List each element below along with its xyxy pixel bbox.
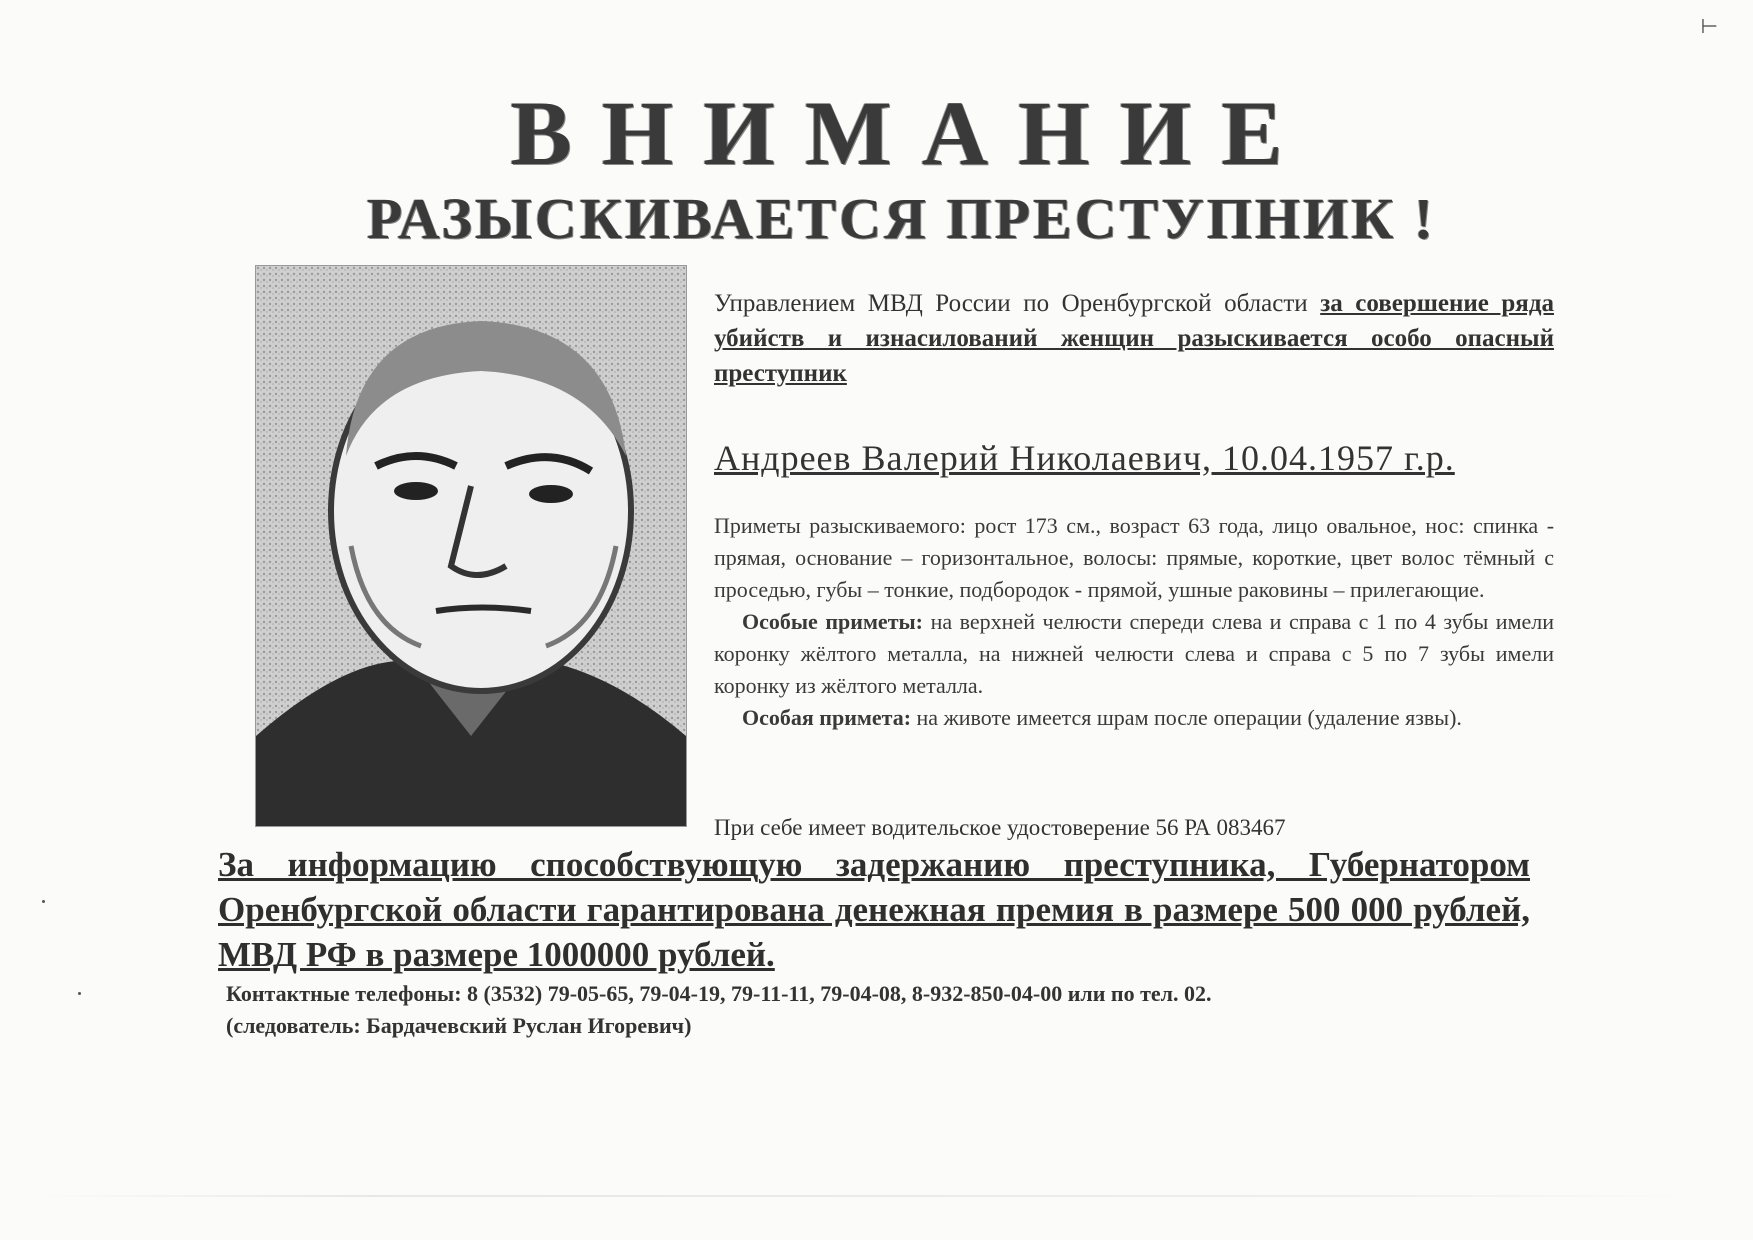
scan-edge-line bbox=[40, 1195, 1690, 1197]
contact-phones: Контактные телефоны: 8 (3532) 79-05-65, 79-04-19, 79-11-11, 79-04-08, 8-932-850-04-00 или по тел. 02. bbox=[226, 981, 1212, 1006]
investigator-line: (следователь: Бардачевский Руслан Игоревич) bbox=[226, 1013, 692, 1038]
contacts-block bbox=[226, 978, 1566, 1042]
signs-label: Приметы разыскиваемого: bbox=[714, 513, 966, 538]
special-sign-text: на животе имеется шрам после операции (удаление язвы). bbox=[916, 705, 1462, 730]
suspect-portrait-icon bbox=[256, 266, 686, 826]
drivers-license-line: При себе имеет водительское удостоверение 56 РА 083467 bbox=[714, 815, 1286, 840]
reward-paragraph: За информацию способствующую задержанию преступника, Губернатором Оренбургской области гарантирована денежная премия в размере 500 000 рублей, МВД РФ в размере 1000000 рублей. bbox=[218, 845, 1530, 974]
special-signs-label: Особые приметы: bbox=[742, 609, 924, 634]
intro-paragraph bbox=[714, 286, 1554, 391]
intro-prefix: Управлением МВД России по Оренбургской области bbox=[714, 290, 1308, 317]
signs-text: рост 173 см., возраст 63 года, лицо овальное, нос: спинка - прямая, основание – горизонтальное, волосы: прямые, короткие, цвет волос тёмный с проседью, губы – тонкие, подбородок - прямой, ушные раковины – прилегающие. bbox=[714, 513, 1555, 602]
special-signs-paragraph bbox=[714, 606, 1554, 702]
suspect-photo bbox=[255, 265, 687, 827]
poster-title: ВНИМАНИЕ bbox=[510, 82, 1313, 184]
special-sign-paragraph bbox=[714, 702, 1554, 734]
scan-corner-mark: ⊢ bbox=[1700, 14, 1718, 38]
speck bbox=[42, 900, 45, 903]
intro-emphasis: за совершение ряда убийств и изнасилований женщин разыскивается особо опасный преступник bbox=[714, 290, 1554, 387]
suspect-name: Андреев Валерий Николаевич, 10.04.1957 г.р. bbox=[714, 438, 1455, 478]
special-sign-label: Особая примета: bbox=[742, 705, 912, 730]
signs-paragraph bbox=[714, 510, 1554, 606]
speck bbox=[78, 992, 81, 995]
special-signs-text: на верхней челюсти спереди слева и справа с 1 по 4 зубы имели коронку жёлтого металла, на нижней челюсти слева и справа с 5 по 7 зубы имели коронку из жёлтого металла. bbox=[714, 609, 1555, 698]
description-block bbox=[714, 510, 1554, 734]
poster-subtitle: РАЗЫСКИВАЕТСЯ ПРЕСТУПНИК ! bbox=[366, 186, 1437, 251]
